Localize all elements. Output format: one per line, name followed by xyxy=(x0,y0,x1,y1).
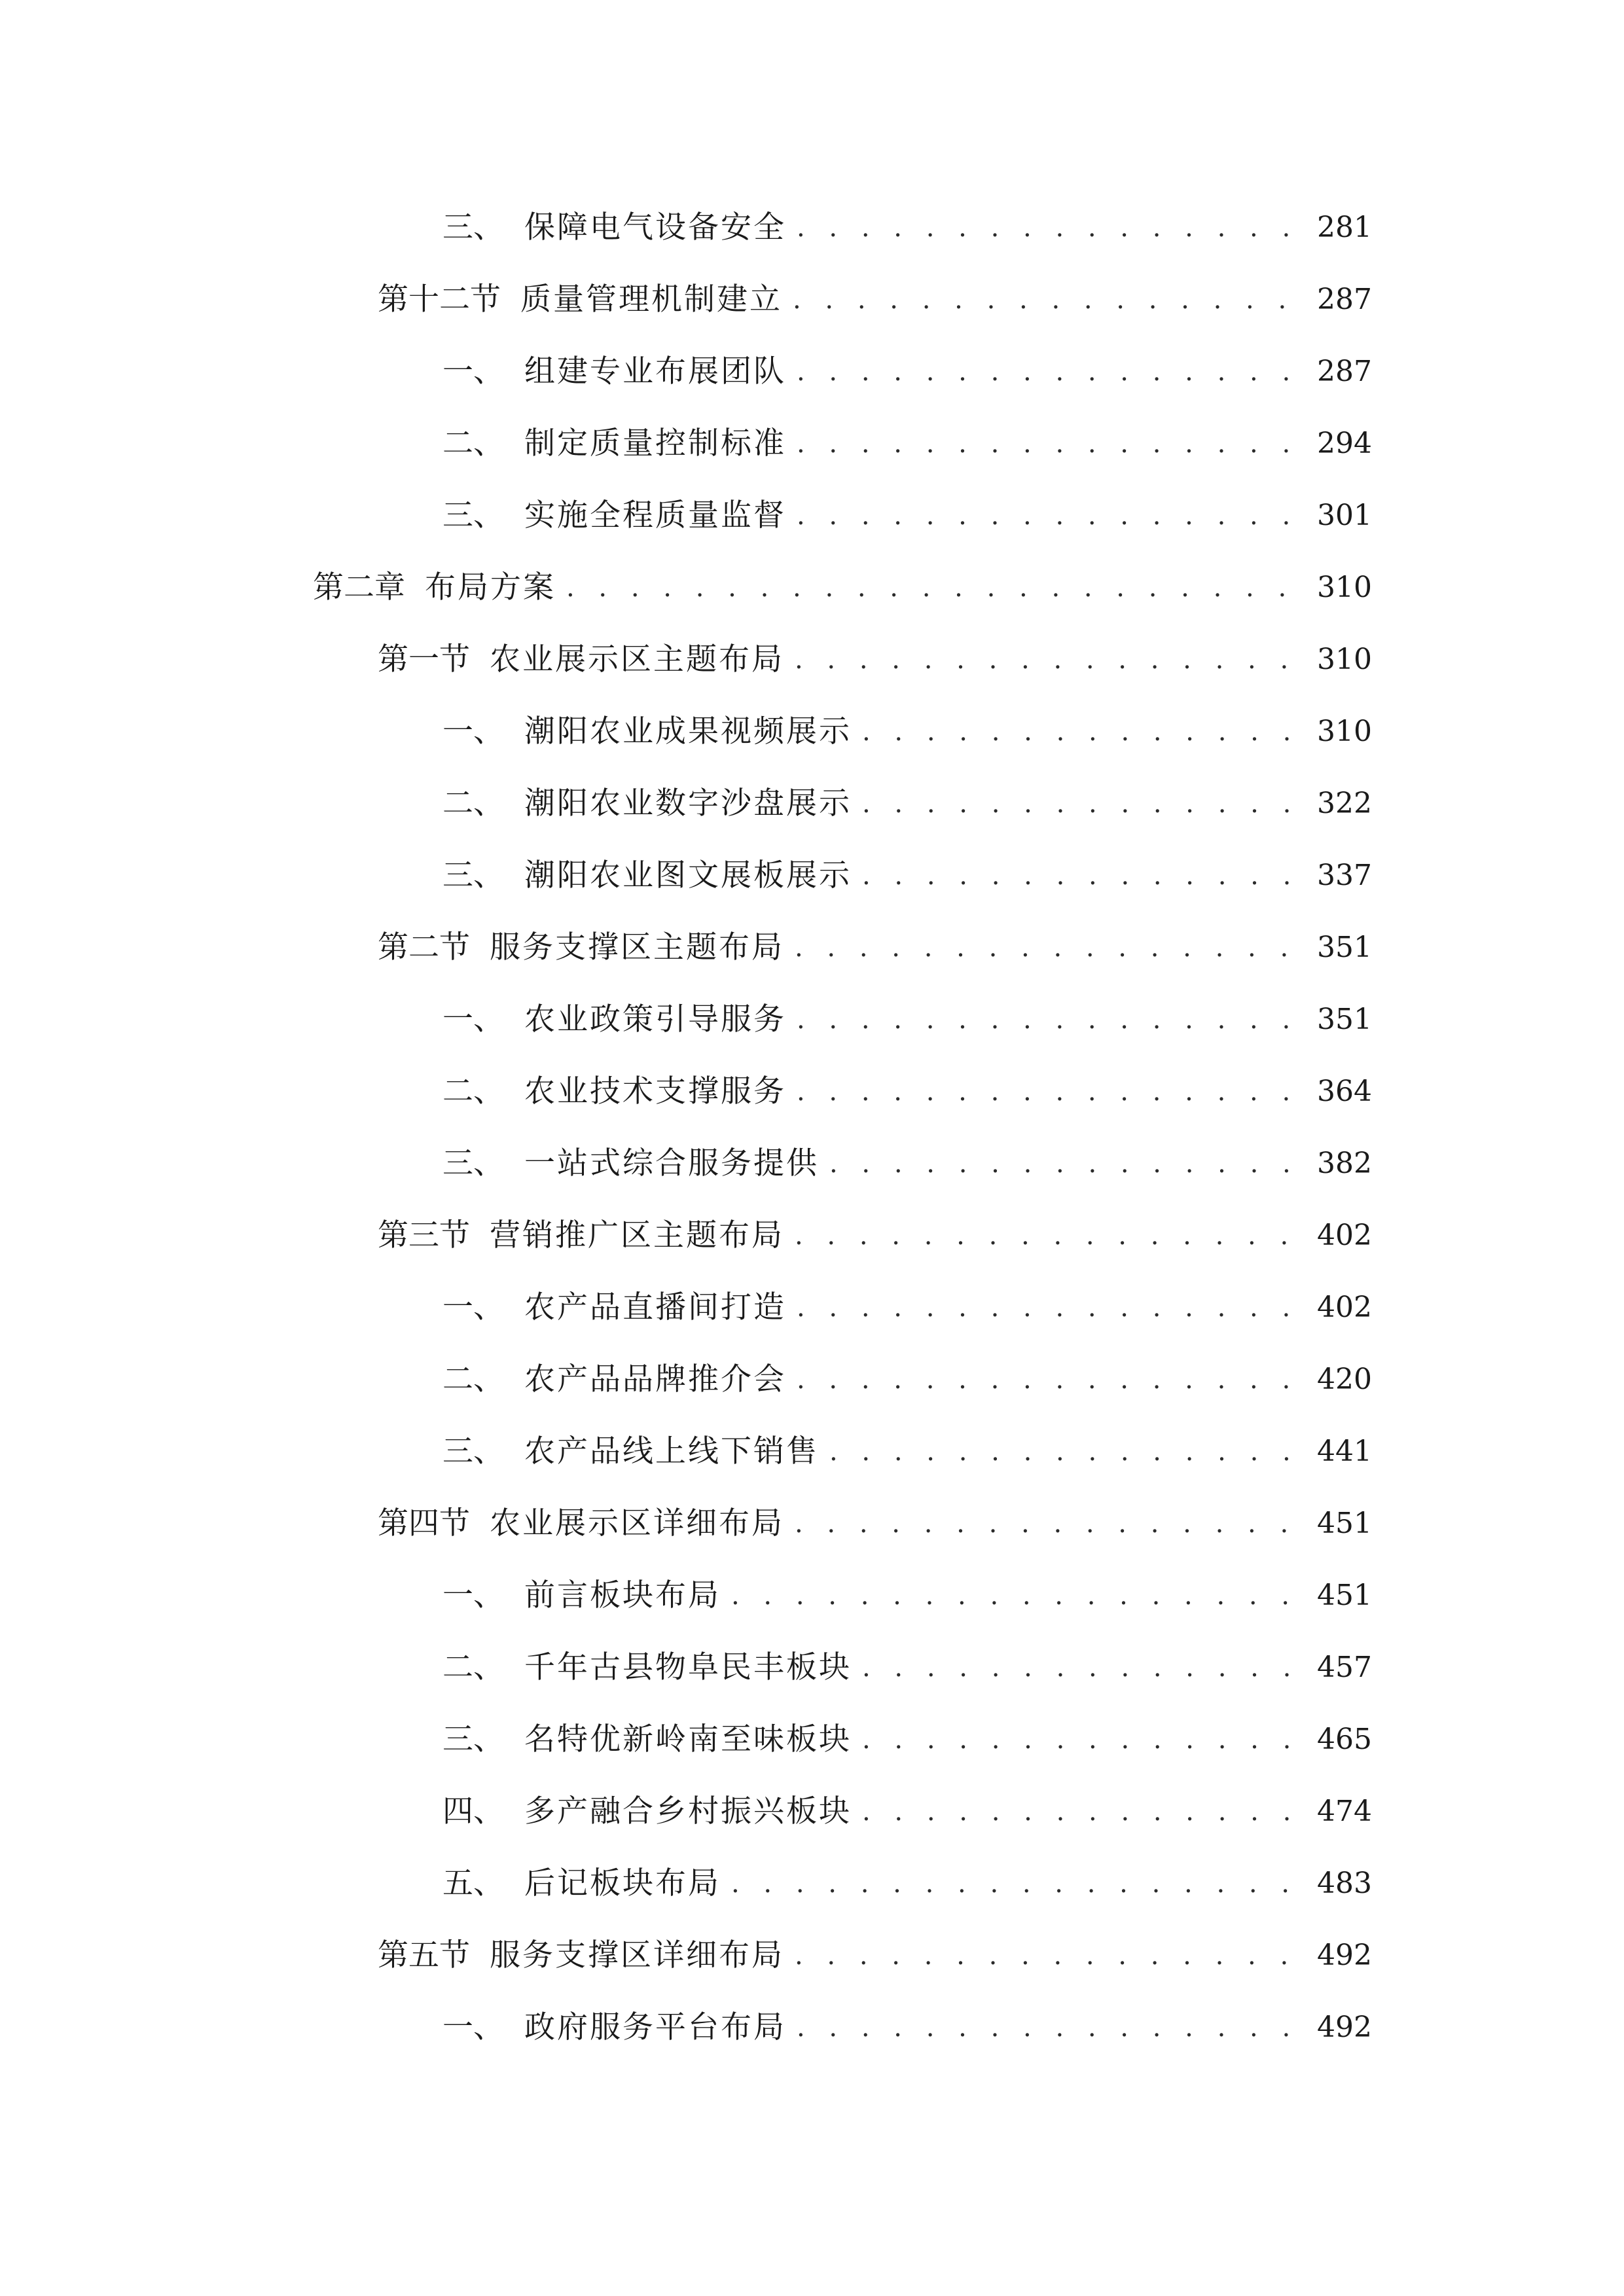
toc-entry-number: 第二章 xyxy=(313,569,405,605)
toc-entry-page: 492 xyxy=(1317,1939,1372,1972)
toc-entry[interactable] xyxy=(442,1785,1372,1838)
toc-entry-page: 281 xyxy=(1317,211,1372,244)
dot-leader xyxy=(862,1713,1309,1766)
dot-leader xyxy=(862,778,1309,830)
toc-entry-page: 310 xyxy=(1317,643,1372,676)
toc-entry-number: 一、 xyxy=(442,353,504,389)
toc-entry[interactable] xyxy=(442,1426,1372,1478)
toc-entry[interactable] xyxy=(442,850,1372,902)
toc-entry-title: 制定质量控制标准 xyxy=(524,425,786,461)
toc-entry-number: 三、 xyxy=(442,1433,504,1469)
toc-entry-title: 潮阳农业数字沙盘展示 xyxy=(524,785,852,821)
toc-entry-title: 营销推广区主题布局 xyxy=(490,1217,784,1253)
toc-entry-page: 287 xyxy=(1317,355,1372,388)
dot-leader xyxy=(797,2001,1309,2054)
toc-entry-title: 农产品品牌推介会 xyxy=(524,1361,786,1397)
toc-entry-number: 三、 xyxy=(442,857,504,893)
toc-entry-page: 451 xyxy=(1317,1507,1372,1540)
toc-entry-number: 第一节 xyxy=(378,641,470,677)
toc-entry-page: 402 xyxy=(1317,1291,1372,1324)
dot-leader xyxy=(797,1282,1309,1334)
toc-entry-page: 351 xyxy=(1317,931,1372,964)
toc-entry-title: 农业技术支撑服务 xyxy=(524,1073,786,1109)
dot-leader xyxy=(793,274,1309,326)
toc-entry-page: 351 xyxy=(1317,1003,1372,1036)
toc-entry-title: 潮阳农业图文展板展示 xyxy=(524,857,852,893)
toc-entry-title: 农产品直播间打造 xyxy=(524,1289,786,1325)
toc-entry-title: 千年古县物阜民丰板块 xyxy=(524,1649,852,1685)
toc-entry[interactable] xyxy=(442,994,1372,1046)
toc-entry-title: 农业展示区主题布局 xyxy=(490,641,784,677)
toc-entry-page: 294 xyxy=(1317,427,1372,460)
toc-entry[interactable] xyxy=(378,634,1372,686)
dot-leader xyxy=(795,1498,1309,1550)
toc-entry-title: 实施全程质量监督 xyxy=(524,497,786,533)
toc-entry-page: 465 xyxy=(1317,1723,1372,1756)
dot-leader xyxy=(797,418,1309,470)
toc-entry[interactable] xyxy=(378,1929,1372,1982)
toc-entry-number: 第五节 xyxy=(378,1937,470,1973)
dot-leader xyxy=(795,634,1309,686)
toc-entry-number: 二、 xyxy=(442,785,504,821)
toc-entry-page: 310 xyxy=(1317,715,1372,748)
toc-entry-number: 五、 xyxy=(442,1865,504,1901)
toc-entry-title: 一站式综合服务提供 xyxy=(524,1145,819,1181)
toc-entry[interactable] xyxy=(442,202,1372,254)
toc-entry-number: 二、 xyxy=(442,425,504,461)
dot-leader xyxy=(797,346,1309,398)
toc-entry-number: 二、 xyxy=(442,1361,504,1397)
toc-entry-title: 后记板块布局 xyxy=(524,1865,721,1901)
toc-entry-title: 服务支撑区详细布局 xyxy=(490,1937,784,1973)
toc-entry-page: 382 xyxy=(1317,1147,1372,1180)
toc-entry-title: 农产品线上线下销售 xyxy=(524,1433,819,1469)
toc-entry-page: 301 xyxy=(1317,499,1372,532)
toc-entry[interactable] xyxy=(378,1210,1372,1262)
toc-entry-number: 一、 xyxy=(442,1001,504,1037)
toc-entry-title: 政府服务平台布局 xyxy=(524,2009,786,2045)
toc-entry[interactable] xyxy=(378,274,1372,326)
toc-entry-title: 名特优新岭南至味板块 xyxy=(524,1721,852,1757)
toc-entry-number: 第四节 xyxy=(378,1505,470,1541)
toc-entry-title: 农业展示区详细布局 xyxy=(490,1505,784,1541)
toc-entry[interactable] xyxy=(442,1641,1372,1694)
toc-entry-number: 一、 xyxy=(442,713,504,749)
toc-entry-number: 三、 xyxy=(442,209,504,245)
toc-entry[interactable] xyxy=(442,1282,1372,1334)
toc-entry[interactable] xyxy=(313,562,1372,614)
toc-entry-title: 布局方案 xyxy=(425,569,556,605)
dot-leader xyxy=(797,490,1309,542)
toc-entry-page: 420 xyxy=(1317,1363,1372,1396)
toc-entry[interactable] xyxy=(442,778,1372,830)
toc-entry-title: 农业政策引导服务 xyxy=(524,1001,786,1037)
toc-entry[interactable] xyxy=(442,418,1372,470)
toc-entry-title: 服务支撑区主题布局 xyxy=(490,929,784,965)
dot-leader xyxy=(797,994,1309,1046)
toc-entry[interactable] xyxy=(442,1570,1372,1622)
toc-entry-number: 三、 xyxy=(442,1721,504,1757)
toc-entry[interactable] xyxy=(442,1138,1372,1190)
toc-entry-number: 一、 xyxy=(442,1577,504,1613)
dot-leader xyxy=(795,1210,1309,1262)
toc-entry-page: 310 xyxy=(1317,571,1372,604)
toc-entry[interactable] xyxy=(378,922,1372,974)
toc-entry-number: 二、 xyxy=(442,1649,504,1685)
toc-entry-page: 402 xyxy=(1317,1219,1372,1252)
toc-entry-number: 四、 xyxy=(442,1793,504,1829)
toc-entry-page: 287 xyxy=(1317,283,1372,316)
toc-entry-page: 457 xyxy=(1317,1651,1372,1684)
dot-leader xyxy=(731,1857,1309,1910)
toc-entry-page: 337 xyxy=(1317,859,1372,892)
toc-entry-page: 322 xyxy=(1317,787,1372,820)
toc-entry-number: 第二节 xyxy=(378,929,470,965)
toc-entry[interactable] xyxy=(442,490,1372,542)
toc-entry-title: 质量管理机制建立 xyxy=(520,281,782,317)
toc-entry[interactable] xyxy=(442,1354,1372,1406)
toc-entry[interactable] xyxy=(442,1857,1372,1910)
toc-entry-title: 潮阳农业成果视频展示 xyxy=(524,713,852,749)
dot-leader xyxy=(795,1929,1309,1982)
toc-entry-page: 441 xyxy=(1317,1435,1372,1468)
toc-entry-number: 一、 xyxy=(442,2009,504,2045)
toc-entry-page: 474 xyxy=(1317,1795,1372,1828)
toc-entry[interactable] xyxy=(442,1066,1372,1118)
dot-leader xyxy=(566,562,1309,614)
toc-entry-title: 组建专业布展团队 xyxy=(524,353,786,389)
dot-leader xyxy=(731,1570,1309,1622)
toc-entry-page: 483 xyxy=(1317,1867,1372,1900)
toc-entry-page: 451 xyxy=(1317,1579,1372,1612)
dot-leader xyxy=(797,1066,1309,1118)
dot-leader xyxy=(829,1138,1309,1190)
toc-entry[interactable] xyxy=(442,2001,1372,2054)
dot-leader xyxy=(862,850,1309,902)
dot-leader xyxy=(862,706,1309,758)
dot-leader xyxy=(797,1354,1309,1406)
toc-entry-number: 第十二节 xyxy=(378,281,501,317)
dot-leader xyxy=(797,202,1309,254)
toc-entry-page: 492 xyxy=(1317,2011,1372,2044)
dot-leader xyxy=(862,1785,1309,1838)
toc-entry-number: 一、 xyxy=(442,1289,504,1325)
toc-entry[interactable] xyxy=(378,1498,1372,1550)
toc-entry-number: 第三节 xyxy=(378,1217,470,1253)
toc-entry[interactable] xyxy=(442,1713,1372,1766)
toc-entry[interactable] xyxy=(442,706,1372,758)
toc-entry[interactable] xyxy=(442,346,1372,398)
toc-entry-number: 三、 xyxy=(442,497,504,533)
toc-entry-title: 多产融合乡村振兴板块 xyxy=(524,1793,852,1829)
toc-entry-title: 前言板块布局 xyxy=(524,1577,721,1613)
toc-entry-title: 保障电气设备安全 xyxy=(524,209,786,245)
toc-entry-number: 二、 xyxy=(442,1073,504,1109)
dot-leader xyxy=(795,922,1309,974)
toc-entry-number: 三、 xyxy=(442,1145,504,1181)
toc-entry-page: 364 xyxy=(1317,1075,1372,1108)
dot-leader xyxy=(862,1641,1309,1694)
dot-leader xyxy=(829,1426,1309,1478)
